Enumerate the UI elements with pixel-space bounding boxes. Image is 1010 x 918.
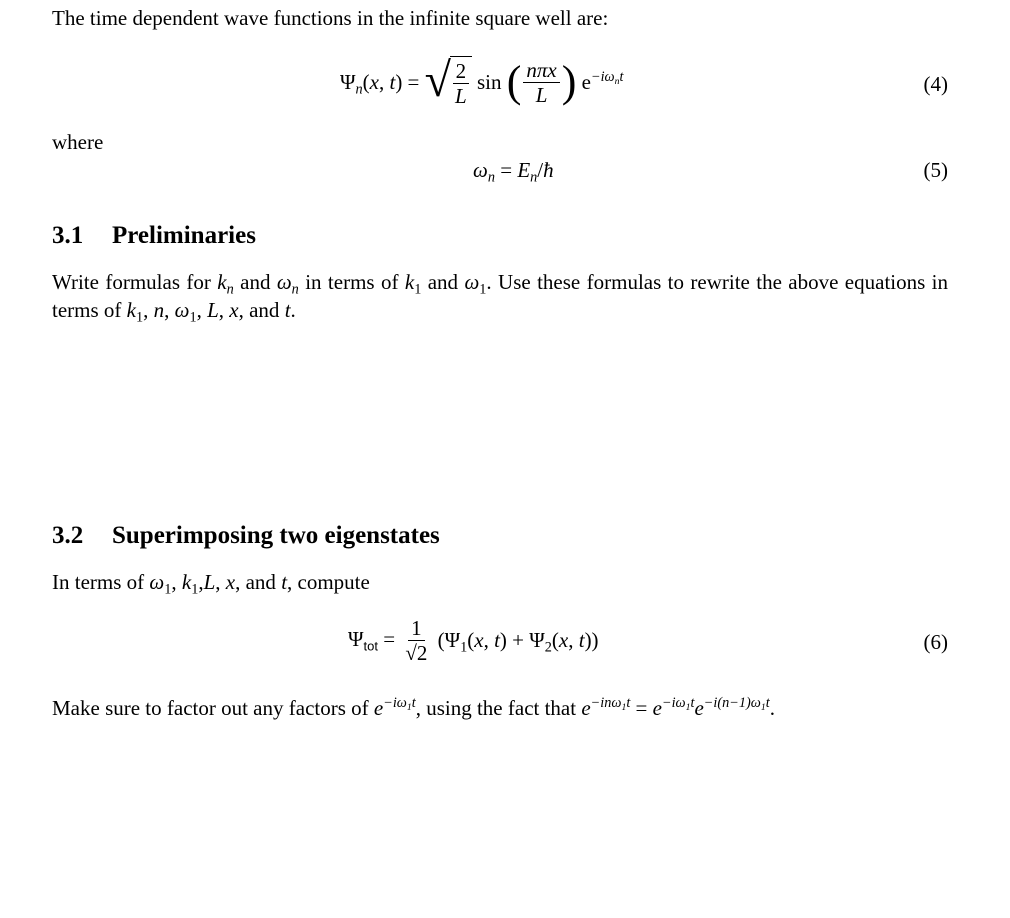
- section-3-2-body: In terms of $\omega_1$, $k_1,L$, x, and t, compute: [52, 570, 370, 598]
- section-3-1-number: 3.1: [52, 222, 84, 249]
- equation-5-number: (5): [923, 158, 948, 182]
- section-3-2-heading: [52, 522, 440, 550]
- equation-6: $\Psi_{tot}$ = $\frac{1}{√2}$ ($\Psi_1(x$, $t) + \Psi_2(x$, t)): [348, 616, 599, 665]
- where-text: where: [52, 130, 104, 154]
- section-3-1-heading: [52, 222, 256, 250]
- section-3-1-title: Preliminaries: [112, 222, 256, 249]
- factor-instruction: Make sure to factor out any factors of $e^{-i\omega_1t}$, using the fact that $e^{-in\omega_1t} = e^{-i\omega_1t}e^{-i(n-1)\omega_1t}$.: [52, 695, 775, 720]
- equation-6-number: (6): [923, 630, 948, 654]
- intro-text: The time dependent wave functions in the infinite square well are:: [52, 6, 609, 30]
- equation-4-number: (4): [923, 72, 948, 96]
- section-3-2-number: 3.2: [52, 522, 84, 549]
- section-3-1-body: Write formulas for $k_n$ and $\omega_n$ in terms of $k_1$ and $\omega_1$. Use these formulas to rewrite the above equations in terms of $k_1$, n, $\omega_1$, L, x, and t.: [52, 270, 949, 326]
- equation-5: $\omega_n$ = $E_n$ / ħ: [473, 158, 554, 186]
- section-3-2-title: Superimposing two eigenstates: [112, 522, 440, 549]
- equation-4: $\Psi_n(x$, t) = √ $\frac{2}{L}$ sin ( $\frac{\text{nπx}}{L}$ ) $e^{-i\omega_nt}$: [340, 54, 624, 108]
